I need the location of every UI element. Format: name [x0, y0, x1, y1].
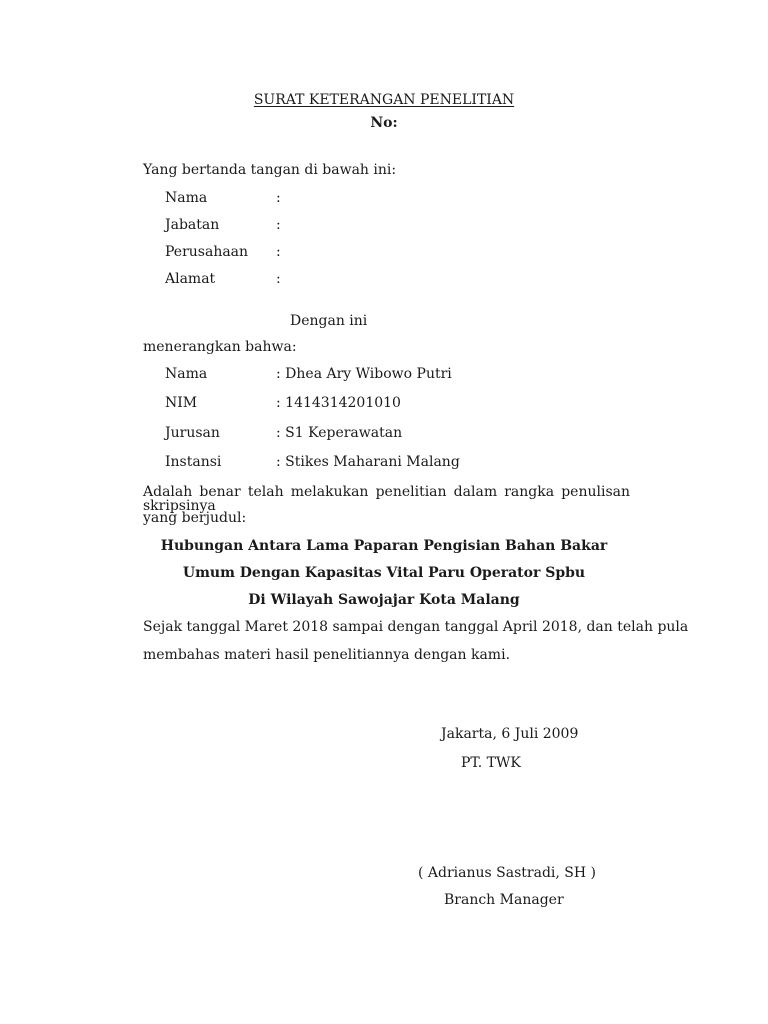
- student-name-label: Nama: [165, 366, 208, 382]
- signer-address-label: Alamat: [165, 271, 216, 287]
- period-line-1: Sejak tanggal Maret 2018 sampai dengan tanggal April 2018, dan telah pula: [143, 619, 689, 635]
- signer-intro: Yang bertanda tangan di bawah ini:: [143, 162, 397, 178]
- signer-name-label: Nama: [165, 190, 208, 206]
- statement-line-1: Dengan ini: [290, 313, 368, 329]
- signer-company-value: :: [276, 244, 281, 260]
- research-title-line-1: Hubungan Antara Lama Paparan Pengisian Bahan Bakar: [160, 538, 608, 554]
- student-institution-label: Instansi: [165, 454, 222, 470]
- student-nim-value: : 1414314201010: [276, 395, 401, 411]
- student-major-label: Jurusan: [165, 425, 220, 441]
- research-title-line-2: Umum Dengan Kapasitas Vital Paru Operator Spbu: [182, 565, 586, 581]
- student-major-value: : S1 Keperawatan: [276, 425, 403, 441]
- student-name-value: : Dhea Ary Wibowo Putri: [276, 366, 452, 382]
- signer-full-name: ( Adrianus Sastradi, SH ): [418, 865, 597, 881]
- period-line-2: membahas materi hasil penelitiannya dengan kami.: [143, 647, 511, 663]
- place-date: Jakarta, 6 Juli 2009: [441, 726, 579, 742]
- signer-name-value: :: [276, 190, 281, 206]
- student-nim-label: NIM: [165, 395, 198, 411]
- signer-address-value: :: [276, 271, 281, 287]
- letter-number: No:: [370, 115, 398, 131]
- body-line-2: yang berjudul:: [143, 510, 247, 526]
- company-name: PT. TWK: [461, 755, 521, 771]
- signer-company-label: Perusahaan: [165, 244, 249, 260]
- letter-title: SURAT KETERANGAN PENELITIAN: [253, 92, 515, 108]
- signer-job-title: Branch Manager: [444, 892, 564, 908]
- body-line-1: Adalah benar telah melakukan penelitian dalam rangka penulisan skripsinya: [143, 484, 630, 514]
- signer-position-value: :: [276, 217, 281, 233]
- student-institution-value: : Stikes Maharani Malang: [276, 454, 460, 470]
- research-title-line-3: Di Wilayah Sawojajar Kota Malang: [248, 592, 520, 608]
- statement-line-2: menerangkan bahwa:: [143, 339, 297, 355]
- signer-position-label: Jabatan: [165, 217, 220, 233]
